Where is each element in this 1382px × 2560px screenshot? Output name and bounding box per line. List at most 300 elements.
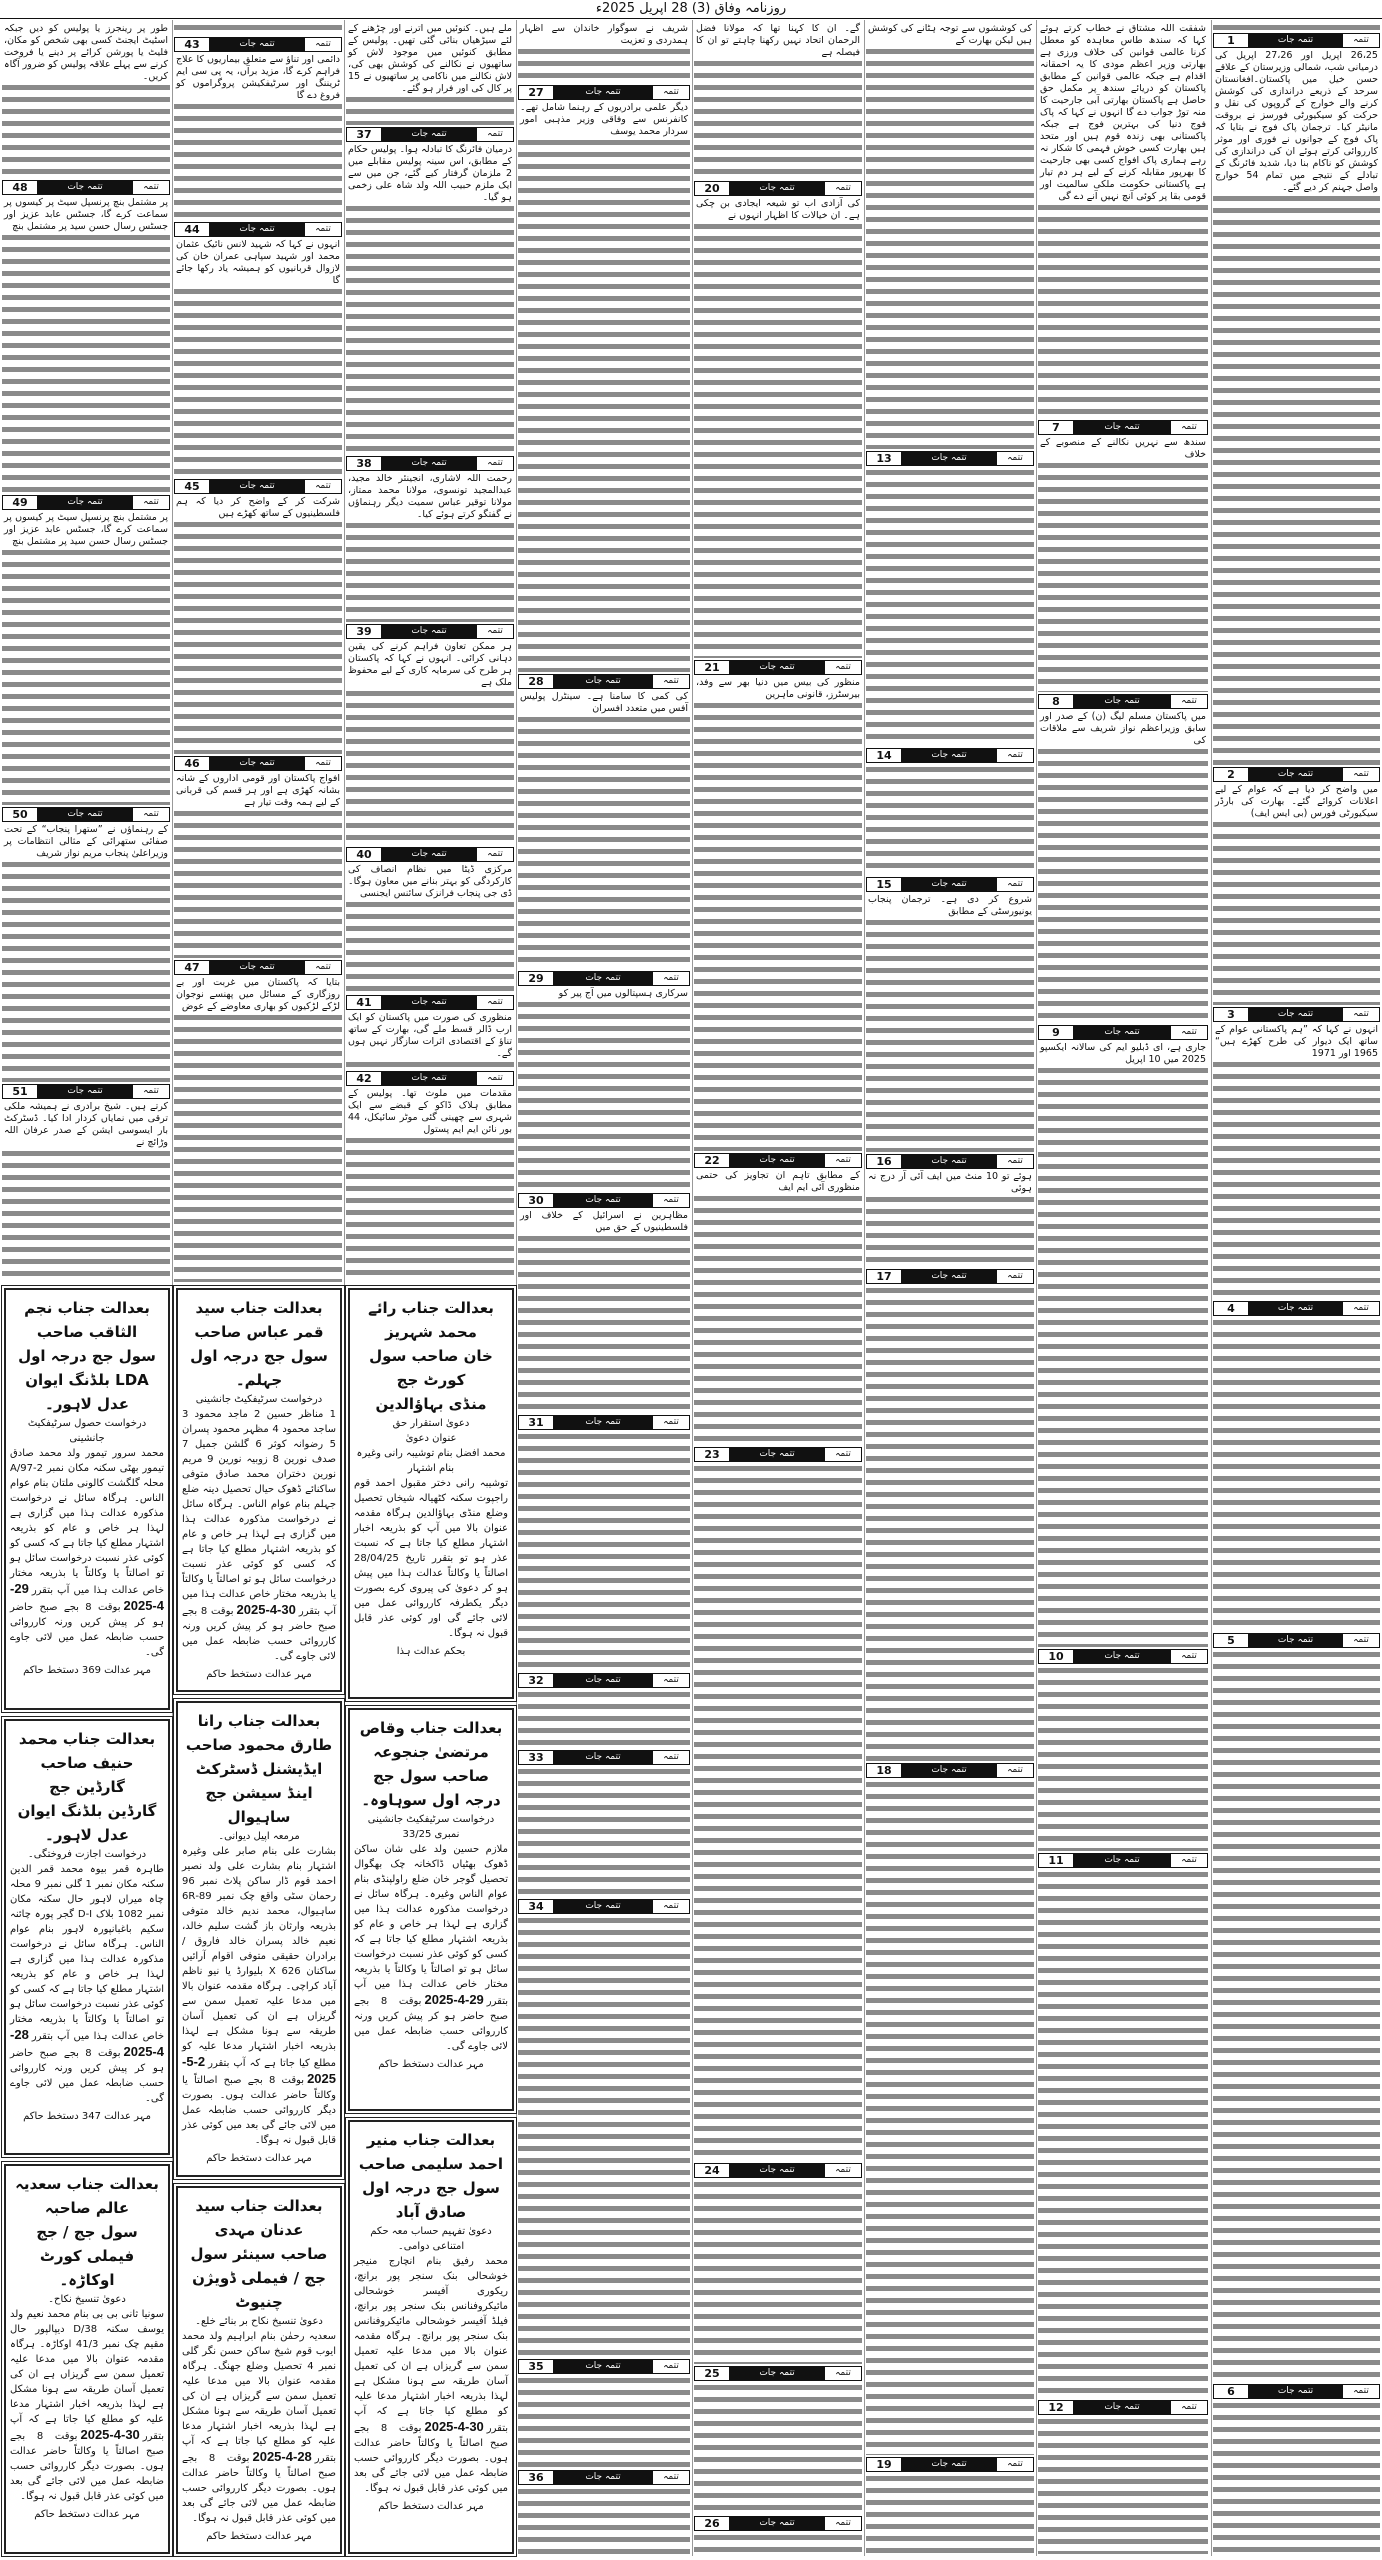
section-header [1213, 1007, 1380, 1022]
notice-text-after: بوقت 8 بجے صبح اصالتاً یا وکالتاً حاضر عدالت ہوں۔ بصورت دیگر کارروائی حسب ضابطہ عمل میں لائی جائے گی بعد میں کوئی عذر قابل قبول نہ ہوگا۔ [182, 2452, 336, 2524]
section-heading: تتمہ جات [902, 749, 996, 762]
section-number: 26 [695, 2517, 730, 2530]
section-header [518, 85, 690, 100]
section-number: 43 [175, 38, 210, 51]
section-number: 50 [3, 808, 38, 821]
notice-subtitle: دعویٰ تنسیخ نکاح۔ [48, 2294, 126, 2306]
section-number: 18 [867, 1764, 902, 1777]
column [518, 0, 690, 2556]
notice-title: صاحب سول جج درجہ اول سوہاوہ۔ [361, 1766, 501, 1809]
section-body [1038, 2416, 1208, 2554]
hearing-date: 28-4-2025 [10, 2026, 164, 2059]
section-number: 10 [1039, 1650, 1074, 1663]
column-divider [1036, 20, 1037, 2556]
section-header [1038, 1649, 1208, 1664]
notice-title: سول جج درجہ اول صادق آباد [362, 2179, 500, 2222]
section-number: 21 [695, 661, 730, 674]
section-label: تتمہ [652, 2360, 689, 2373]
notice-text: ملازم حسین ولد علی شان ساکن ڈھوک بھٹیاں ڈاکخانہ چک بھگوال تحصیل گوجر خان ضلع راولپنڈی بنام عوام الناس وغیرہ۔ ہرگاہ سائل نے درخواست مذکورہ عدالت ہذا میں گزاری ہے لہذا ہر خاص و عام کو بذریعہ اشتہار مطلع کیا جاتا ہے کہ کسی کو کوئی عذر نسبت درخواست سائل ہو تو اصالتاً یا وکالتاً یا بذریعہ مختار خاص عدالت ہذا میں آپ بتقرر [354, 1843, 509, 2007]
section-number: 1 [1214, 34, 1249, 47]
section-label: تتمہ [1170, 1026, 1207, 1039]
section-body [866, 1779, 1034, 2455]
section-header [174, 222, 342, 237]
section-body [346, 472, 514, 622]
section-body [346, 1087, 514, 1282]
article-text: ملے ہیں۔ کنوئیں میں اترنے اور چڑھنے کے لئے سیڑھیاں بنائی گئی تھیں۔ پولیس کے مطابق کنوئیں میں موجود لاش کو ساتھیوں نے نکالنے کی کوشش بھی کی، لاش نکالنے میں ناکامی پر ساتھیوں نے 15 پر کال کی اور فرار ہو گئے۔ [348, 23, 512, 94]
hearing-date: 30-4-2025 [236, 1602, 296, 1617]
section-header [1038, 1025, 1208, 1040]
notice-title: سول جج درجہ اول جہلم۔ [190, 1347, 328, 1389]
notice-signature: مہر عدالت دستخط حاکم [206, 2153, 312, 2165]
section-heading: تتمہ جات [730, 2164, 824, 2177]
section-body [518, 1431, 690, 1671]
section-header [1038, 694, 1208, 709]
notice-column [348, 1288, 514, 2554]
section-number: 28 [519, 675, 554, 688]
section-label: تتمہ [476, 457, 513, 470]
section-heading: تتمہ جات [554, 1416, 652, 1429]
section-number: 15 [867, 878, 902, 891]
section-label: تتمہ [652, 1416, 689, 1429]
section-body [866, 1170, 1034, 1267]
notice-text-after: بوقت 8 بجے صبح اصالتاً یا وکالتاً حاضر عدالت ہوں۔ بصورت دیگر کارروائی حسب ضابطہ عمل میں لائی جائے گی بعد میں کوئی عذر قابل قبول نہ ہوگا۔ [354, 2423, 508, 2495]
notice-body [354, 1476, 508, 1641]
notice-title: بعدالت جناب رائے محمد شہریز [368, 1299, 494, 1341]
section-body [1213, 49, 1380, 765]
section-body [174, 772, 342, 958]
section-label: تتمہ [304, 961, 341, 974]
section-number: 16 [867, 1155, 902, 1168]
section-label: تتمہ [1170, 1854, 1207, 1867]
section-number: 14 [867, 749, 902, 762]
notice-title: بعدالت جناب سعدیہ عالم صاحبہ [15, 2175, 159, 2218]
section-number: 27 [519, 86, 554, 99]
section-label: تتمہ [652, 972, 689, 985]
section-label: تتمہ [1170, 2401, 1207, 2414]
section-header [518, 1415, 690, 1430]
section-body [174, 976, 342, 1282]
notice-subtitle: عنوان دعویٰ [405, 1433, 457, 1444]
section-heading: تتمہ جات [1074, 695, 1170, 708]
section-number: 20 [695, 182, 730, 195]
section-number: 2 [1214, 768, 1249, 781]
section-body [866, 467, 1034, 746]
notice-subtitle: دعویٰ استقرار حق [392, 1418, 470, 1429]
court-notice [348, 1708, 514, 2112]
notice-title: بعدالت جناب منیر احمد سلیمی صاحب [358, 2131, 504, 2174]
section-number: 22 [695, 1154, 730, 1167]
section-number: 35 [519, 2360, 554, 2373]
hearing-date: 28-4-2025 [252, 2448, 312, 2464]
notice-text: طاہرہ قمر بیوہ محمد قمر الدین سکنہ مکان نمبر 1 گلی نمبر 9 محلہ چاہ میراں لاہور حال سکنہ مکان نمبر 1082 بلاک D-I گجر پورہ چائنہ سکیم باغبانپورہ لاہور بنام عوام الناس۔ ہرگاہ سائل نے درخواست مذکورہ عدالت ہذا میں گزاری ہے لہذا ہر خاص و عام کو بذریعہ اشتہار مطلع کیا جاتا ہے کہ کسی کو کوئی عذر نسبت درخواست سائل ہو تو اصالتاً یا وکالتاً یا بذریعہ مختار خاص عدالت ہذا میں آپ بتقرر [10, 1863, 165, 2042]
section-header [518, 1193, 690, 1208]
section-number: 23 [695, 1448, 730, 1461]
section-label: تتمہ [132, 181, 169, 194]
section-heading: تتمہ جات [554, 675, 652, 688]
section-number: 12 [1039, 2401, 1074, 2414]
notice-title: گارڈین بلڈنگ ایوان عدل لاہور۔ [17, 1801, 157, 1844]
section-heading: تتمہ جات [38, 808, 132, 821]
section-heading: تتمہ جات [554, 1674, 652, 1687]
notice-subtitle: مرمعہ اپیل دیوانی۔ [218, 1831, 300, 1843]
page-title: روزنامہ وفاق (3) 28 اپریل 2025ء [595, 1, 787, 16]
section-body [174, 53, 342, 220]
section-header [694, 181, 862, 196]
section-number: 30 [519, 1194, 554, 1207]
court-notice [348, 2120, 514, 2554]
notice-body [10, 1446, 164, 1660]
court-notice [4, 1719, 170, 2156]
section-label: تتمہ [824, 661, 861, 674]
section-body [518, 2375, 690, 2468]
page-header [0, 0, 1382, 19]
section-heading: تتمہ جات [1249, 1302, 1342, 1315]
section-text: درمیان فائرنگ کا تبادلہ ہوا۔ پولیس حکام کے مطابق، اس سینہ پولیس مقابلے میں 2 ملزمان گرفتار کیے گئے، جن میں سے ایک ملزم حبیب اللہ ولد شاہ علی زخمی ہو گیا۔ [348, 144, 512, 203]
section-heading: تتمہ جات [38, 496, 132, 509]
section-heading: تتمہ جات [1074, 1650, 1170, 1663]
column [174, 0, 342, 1284]
column-divider [344, 20, 345, 2556]
section-body [1038, 436, 1208, 692]
column-divider [864, 20, 865, 2556]
section-header [346, 624, 514, 639]
notice-title: سول جج / جج فیملی کورٹ اوکاڑہ۔ [36, 2223, 138, 2290]
section-label: تتمہ [304, 757, 341, 770]
section-body [1213, 2400, 1380, 2554]
section-header [174, 37, 342, 52]
section-body [1038, 1665, 1208, 1851]
section-body [346, 143, 514, 454]
section-label: تتمہ [824, 1154, 861, 1167]
section-text: ہوئے تو 10 منٹ میں ایف آئی آر درج نہ ہوئی [868, 1171, 1032, 1194]
section-header [174, 960, 342, 975]
section-label: تتمہ [476, 1072, 513, 1085]
section-number: 44 [175, 223, 210, 236]
section-heading: تتمہ جات [210, 961, 304, 974]
section-label: تتمہ [476, 625, 513, 638]
section-label: تتمہ [996, 2458, 1033, 2471]
section-label: تتمہ [996, 1155, 1033, 1168]
article-continuation [1038, 22, 1208, 418]
section-body [1038, 1869, 1208, 2398]
section-heading: تتمہ جات [210, 223, 304, 236]
article-continuation [694, 22, 862, 179]
section-header [866, 451, 1034, 466]
section-heading: تتمہ جات [1074, 1026, 1170, 1039]
notice-text-after: بوقت 8 بجے صبح حاضر ہو کر پیش کریں ورنہ کارروائی حسب ضابطہ عمل میں لائی جاوے گی۔ [10, 2047, 164, 2104]
notice-subtitle: دعویٰ تنسیخ نکاح بر بنائے خلع۔ [195, 2315, 323, 2327]
notice-title: بعدالت جناب سید قمر عباس صاحب [194, 1299, 324, 1341]
section-header [346, 1071, 514, 1086]
section-text: 26،25 اپریل اور 27،26 اپریل کی درمیانی شب، شمالی وزیرستان کے علاقے حسن خیل میں پاکستان۔افغانستان سرحد کے ذریعے دراندازی کی کوشش کرنے والے خوارج کے گروپوں کی نقل و حرکت کو سیکیورٹی فورسز نے بروقت مانیٹر کیا۔ ترجمان پاک فوج نے بتایا کہ پاک فوج کے جوانوں نے فوری اور موثر کارروائی کرتے ہوئے ان کی دراندازی کی کوشش کو ناکام بنا دیا، شدید فائرنگ کے تبادلے کے نتیجے میں تمام 54 خوارج واصل جہنم کر دیے گئے۔ [1215, 50, 1378, 193]
section-body [1213, 783, 1380, 1005]
section-number: 51 [3, 1085, 38, 1098]
section-number: 29 [519, 972, 554, 985]
court-notice [176, 1701, 342, 2176]
notice-subtitle: درخواست سرٹیفکیٹ جانشینی نمبری 33/25 [367, 1813, 495, 1840]
section-label: تتمہ [652, 1674, 689, 1687]
section-header [1213, 1301, 1380, 1316]
section-heading: تتمہ جات [902, 452, 996, 465]
section-heading: تتمہ جات [902, 1764, 996, 1777]
section-body [1213, 1317, 1380, 1631]
section-body [866, 2473, 1034, 2554]
column [1213, 0, 1380, 2556]
section-body [2, 196, 170, 493]
notice-text: سعدیہ رحمٰن بنام ابراہیم ولد محمد ایوب قوم شیخ ساکن حسن نگر گلی نمبر 4 تحصیل وضلع جھنگ۔ ہرگاہ مقدمہ عنوان بالا میں مدعا علیہ تعمیل سمن سے گریزاں ہے ان کی تعمیل آسان طریقہ سے ہونا مشکل ہے لہذا بذریعہ اخبار اشتہار مدعا علیہ کو مطلع کیا جاتا ہے کہ آپ بتقرر [182, 2330, 337, 2464]
section-label: تتمہ [996, 1270, 1033, 1283]
section-header [174, 756, 342, 771]
notice-title: بعدالت جناب رانا طارق محمود صاحب [185, 1712, 333, 1755]
section-text: سرکاری ہسپتالوں میں آج پیر کو [518, 987, 690, 1001]
section-heading: تتمہ جات [554, 1751, 652, 1764]
section-body [1038, 710, 1208, 1023]
section-heading: تتمہ جات [730, 1154, 824, 1167]
section-header [518, 1899, 690, 1914]
section-number: 8 [1039, 695, 1074, 708]
section-label: تتمہ [1342, 1008, 1379, 1021]
notice-text: محمد سرور تیمور ولد محمد صادق تیمور بھٹی سکنہ مکان نمبر 2-97/A محلہ گلگشت کالونی ملتان بنام عوام الناس۔ ہرگاہ سائل نے درخواست مذکورہ عدالت ہذا میں گزاری ہے لہذا ہر خاص و عام کو بذریعہ اشتہار مطلع کیا جاتا ہے کہ کسی کو کوئی عذر نسبت درخواست سائل ہو تو اصالتاً یا وکالتاً یا بذریعہ مختار خاص عدالت ہذا میں آپ بتقرر [10, 1448, 164, 1596]
section-body [346, 863, 514, 993]
section-body [346, 1011, 514, 1069]
section-number: 42 [347, 1072, 382, 1085]
section-body [694, 1463, 862, 2161]
section-label: تتمہ [304, 480, 341, 493]
notice-text: محمد رفیق بنام انچارج منیجر خوشحالی بنک سنجر پور برانچ، ریکوری آفیسر خوشحالی مائیکروفنانس بنک سنجر پور برانچ، فیلڈ آفیسر خوشحالی مائیکروفنانس بنک سنجر پور برانچ۔ ہرگاہ مقدمہ عنوان بالا میں مدعا علیہ تعمیل سمن سے گریزاں ہے ان کی تعمیل آسان طریقہ سے ہونا مشکل ہے لہذا بذریعہ اخبار اشتہار مدعا علیہ کو مطلع کیا جاتا ہے کہ آپ بتقرر [354, 2256, 509, 2435]
section-header [694, 1447, 862, 1462]
section-heading: تتمہ جات [902, 1155, 996, 1168]
section-number: 46 [175, 757, 210, 770]
section-heading: تتمہ جات [1249, 768, 1342, 781]
section-heading: تتمہ جات [730, 2517, 824, 2530]
section-header [518, 674, 690, 689]
section-number: 37 [347, 128, 382, 141]
section-label: تتمہ [652, 675, 689, 688]
section-number: 9 [1039, 1026, 1074, 1039]
column-divider [1211, 20, 1212, 2556]
court-notice [176, 1288, 342, 1692]
section-number: 32 [519, 1674, 554, 1687]
section-number: 48 [3, 181, 38, 194]
notice-text-after: بوقت 8 بجے صبح حاضر ہو کر پیش کریں ورنہ کارروائی حسب ضابطہ عمل میں لائی جاوے گی۔ [354, 1995, 508, 2052]
section-header [346, 456, 514, 471]
section-heading: تتمہ جات [382, 457, 476, 470]
section-number: 7 [1039, 421, 1074, 434]
section-number: 13 [867, 452, 902, 465]
article-continuation [866, 22, 1034, 449]
section-label: تتمہ [132, 808, 169, 821]
section-number: 24 [695, 2164, 730, 2177]
section-header [2, 180, 170, 195]
section-heading: تتمہ جات [902, 878, 996, 891]
section-body [694, 2382, 862, 2514]
section-heading: تتمہ جات [38, 181, 132, 194]
section-header [518, 1673, 690, 1688]
notice-column [4, 1288, 170, 2554]
hearing-date: 29-4-2025 [424, 1991, 484, 2007]
column-divider [172, 20, 173, 2556]
section-text: پر مشتمل بنچ پرنسپل سیٹ پر کیسوں پر سماعت کرے گا، جسٹس عابد عزیز اور جسٹس رسال حسن سید پر مشتمل بنچ [4, 197, 168, 232]
hearing-date: 2-5-2025 [182, 2054, 336, 2087]
section-text: ہر ممکن تعاون فراہم کرنے کی یقین دہانی کرائی۔ انہوں نے کہا کہ پاکستان ہر طرح کی سرمایہ کاری کے لیے محفوظ ملک ہے [348, 641, 512, 688]
article-text: گے۔ ان کا کہنا تھا کہ مولانا فضل الرحمان اتحاد نہیں رکھنا چاہتے تو ان کا فیصلہ ہے [696, 23, 860, 58]
notice-body [182, 2329, 336, 2526]
section-number: 17 [867, 1270, 902, 1283]
section-header [346, 995, 514, 1010]
column [346, 0, 514, 1284]
section-heading: تتمہ جات [902, 1270, 996, 1283]
section-text: کی کمی کا سامنا ہے۔ سینٹرل پولیس آفس میں متعدد افسران [520, 691, 688, 714]
notice-subtitle: درخواست حصول سرٹیفکیٹ جانشینی [27, 1418, 147, 1444]
section-number: 49 [3, 496, 38, 509]
section-number: 36 [519, 2471, 554, 2484]
section-text: دائمی اور تناؤ سے متعلق بیماریوں کا علاج فراہم کرے گا، مزید برآں، یہ پی سی ایم ٹریننگ اور سرٹیفکیشن پروگراموں کو فروغ دے گا [176, 54, 340, 101]
section-label: تتمہ [476, 996, 513, 1009]
section-label: تتمہ [1342, 1634, 1379, 1647]
section-heading: تتمہ جات [1249, 1008, 1342, 1021]
section-heading: تتمہ جات [554, 1194, 652, 1207]
section-number: 6 [1214, 2385, 1249, 2398]
section-header [694, 2516, 862, 2531]
column [694, 0, 862, 2556]
section-heading: تتمہ جات [382, 1072, 476, 1085]
notice-body [354, 1842, 508, 2054]
section-heading: تتمہ جات [382, 128, 476, 141]
section-heading: تتمہ جات [382, 625, 476, 638]
article-text: شفقت اللہ مشتاق نے خطاب کرتے ہوئے کہا کہ سندھ طاس معاہدہ کو معطل کرنا عالمی قوانین کی خلاف ورزی ہے بھارتی وزیر اعظم مودی کا یہ احمقانہ اقدام ہے جبکہ عالمی قوانین کے مطابق پاکستان کو دریائے سندھ پر مکمل حق حاصل ہے پاکستان بھارتی آبی جارحیت کا منہ توڑ جواب دے گا انہوں نے کہا کہ پاک فوج دنیا کی بہترین فوج ہے جبکہ پاکستانی بھی زندہ قوم ہیں اور متحد ہیں بھارت کسی خوش فہمی کا شکار نہ رہے ہماری پاک افواج کسی بھی جارحیت کا بھرپور مقابلہ کرنے کے لیے ہر دم تیار ہے پاکستانی حکومت ملکی سالمیت اور قومی بقا پر کوئی آنچ نہیں آنے دے گی [1040, 23, 1206, 202]
notice-text-after: بوقت 8 بجے صبح حاضر ہو کر پیش کریں ورنہ کارروائی حسب ضابطہ عمل میں لائی جاوے گی۔ [182, 1606, 336, 1662]
section-heading: تتمہ جات [730, 2367, 824, 2380]
section-header [1213, 33, 1380, 48]
section-label: تتمہ [824, 1448, 861, 1461]
section-header [518, 2470, 690, 2485]
section-label: تتمہ [996, 878, 1033, 891]
article-text: شریف نے سوگوار خاندان سے اظہار ہمدردی و تعزیت [520, 23, 688, 46]
section-text: کی آزادی اب تو شیعہ ایجادی بن چکی ہے۔ ان خیالات کا اظہار انہوں نے [696, 198, 860, 221]
section-body [518, 1209, 690, 1413]
section-heading: تتمہ جات [554, 86, 652, 99]
notice-title: LDA بلڈنگ ایوان عدل لاہور۔ [25, 1371, 149, 1413]
section-label: تتمہ [1342, 2385, 1379, 2398]
section-label: تتمہ [132, 1085, 169, 1098]
section-label: تتمہ [476, 848, 513, 861]
notice-signature: مہر عدالت 369 دستخط حاکم [23, 1665, 151, 1676]
section-text: جاری ہے، ای ڈبلیو ایم کی سالانہ ایکسپو 2025 میں 10 اپریل [1040, 1042, 1206, 1065]
section-body [518, 101, 690, 672]
section-body [694, 197, 862, 658]
section-header [1038, 420, 1208, 435]
section-label: تتمہ [652, 1194, 689, 1207]
section-body [174, 238, 342, 477]
column [2, 0, 170, 1284]
section-label: تتمہ [476, 128, 513, 141]
article-continuation [2, 22, 170, 178]
notice-text: سونیا ثانی بی بی بنام محمد نعیم ولد یوسف سکنہ 38/D دیپالپور حال مقیم چک نمبر 41/3 اوکاڑہ۔ ہرگاہ مقدمہ عنوان بالا میں مدعا علیہ تعمیل سمن سے گریزاں ہے ان کی تعمیل آسان طریقہ سے ہونا مشکل ہے لہذا بذریعہ اخبار اشتہار مدعا علیہ کو مطلع کیا جاتا ہے کہ آپ بتقرر [10, 2309, 165, 2443]
section-label: تتمہ [1342, 1302, 1379, 1315]
section-header [1038, 2400, 1208, 2415]
notice-subtitle: درخواست اجازت فروختگی۔ [27, 1848, 147, 1860]
notice-body [182, 1407, 336, 1664]
section-label: تتمہ [824, 2367, 861, 2380]
section-label: تتمہ [996, 749, 1033, 762]
section-header [1213, 2384, 1380, 2399]
notice-title: بعدالت جناب محمد حنیف صاحب [18, 1729, 156, 1772]
section-body [174, 495, 342, 754]
section-number: 4 [1214, 1302, 1249, 1315]
section-label: تتمہ [1170, 695, 1207, 708]
section-text: مظاہرین نے اسرائیل کے خلاف اور فلسطینیوں کے حق میں [520, 1210, 688, 1233]
section-body [694, 2532, 862, 2554]
section-heading: تتمہ جات [38, 1085, 132, 1098]
article-continuation [518, 22, 690, 83]
section-header [694, 2163, 862, 2178]
section-header [2, 807, 170, 822]
section-number: 3 [1214, 1008, 1249, 1021]
section-header [518, 1750, 690, 1765]
section-heading: تتمہ جات [1074, 2401, 1170, 2414]
section-number: 34 [519, 1900, 554, 1913]
notice-column [176, 1288, 342, 2554]
section-text: منظور کی بیس میں دنیا بھر سے وفد، بیرسٹرز، قانونی ماہرین [696, 677, 860, 700]
section-heading: تتمہ جات [730, 661, 824, 674]
notice-signature: مہر عدالت 347 دستخط حاکم [23, 2110, 151, 2122]
section-text: افواج پاکستان اور قومی اداروں کے شانہ بشانہ کھڑی ہے اور ہر قسم کی قربانی کے لیے ہمہ وقت تیار ہے [176, 773, 340, 808]
section-heading: تتمہ جات [1249, 2385, 1342, 2398]
section-label: تتمہ [652, 86, 689, 99]
section-number: 25 [695, 2367, 730, 2380]
section-body [518, 1766, 690, 1897]
section-header [866, 2457, 1034, 2472]
section-label: تتمہ [652, 1751, 689, 1764]
notice-body [10, 2307, 164, 2504]
section-text: کرتے ہیں۔ شیخ برادری نے ہمیشہ ملکی ترقی میں نمایاں کردار ادا کیا۔ ڈسٹرکٹ بار ایسوسی ایشن کے صدر عرفان اللہ وڑائچ نے [4, 1101, 168, 1148]
section-header [518, 971, 690, 986]
section-body [694, 1169, 862, 1445]
section-label: تتمہ [824, 2517, 861, 2530]
section-heading: تتمہ جات [554, 2471, 652, 2484]
notice-text-after: بوقت 8 بجے صبح اصالتاً یا وکالتاً حاضر عدالت ہوں۔ بصورت دیگر کارروائی حسب ضابطہ عمل میں لائی جائے گی بعد میں کوئی عذر قابل قبول نہ ہوگا۔ [182, 2075, 336, 2147]
section-number: 5 [1214, 1634, 1249, 1647]
section-text: میں واضح کر دیا ہے کہ عوام کے لیے اعلانات کروائے گئے۔ بھارت کی بارڈر سیکیورٹی فورس (بی ایس ایف) [1215, 784, 1378, 819]
section-body [694, 2179, 862, 2364]
section-body [518, 1689, 690, 1748]
section-label: تتمہ [1170, 1650, 1207, 1663]
section-text: شرکت کر کے واضح کر دیا کہ ہم فلسطینیوں کے ساتھ کھڑے ہیں [176, 496, 340, 519]
section-heading: تتمہ جات [382, 848, 476, 861]
section-header [866, 877, 1034, 892]
notice-subtitle: درخواست سرٹیفکیٹ جانشینی [195, 1394, 323, 1405]
section-header [346, 847, 514, 862]
article-continuation [346, 22, 514, 125]
court-notice [176, 2186, 342, 2554]
section-number: 38 [347, 457, 382, 470]
section-heading: تتمہ جات [1074, 1854, 1170, 1867]
section-header [694, 2366, 862, 2381]
notice-text: بشارت علی بنام صابر علی وغیرہ اشتہار بنام بشارت علی ولد نصیر احمد قوم ڈار ساکن پلاٹ نمبر 96 رحمان سٹی واقع چک نمبر 89-6R ساہیوال، محمد ندیم خالد متوفی بذریعہ وارثان باز گشت سلیم خالد، نعیم خالد پسران خالد فاروق / برادران حقیقی متوفی اقوام آرائیں ساکنان X 626 بلیوارڈ یا نیو ناظم آباد کراچی۔ ہرگاہ مقدمہ عنوان بالا میں مدعا علیہ تعمیل سمن سے گریزاں ہے ان کی تعمیل آسان طریقہ سے ہونا مشکل ہے لہذا بذریعہ اخبار اشتہار مدعا علیہ کو مطلع کیا جاتا ہے کہ آپ بتقرر [182, 1846, 336, 2070]
section-text: بتایا کہ پاکستان میں غربت اور بے روزگاری کے مسائل میں پھنسے نوجوان لڑکے لڑکیوں کو بھاری معاوضے کے عوض [176, 977, 340, 1012]
section-text: مرکزی ڈیٹا میں نظام انصاف کی کارکردگی کو بہتر بنانے میں معاون ہوگا۔ ڈی جی پنجاب فرانزک سائنس ایجنسی [348, 864, 512, 899]
section-header [866, 748, 1034, 763]
section-header [174, 479, 342, 494]
hearing-date: 30-4-2025 [80, 2427, 140, 2443]
notice-text: 1 مناظر حسین 2 ماجد محمود 3 ساجد محمود 4 مظہر محمود پسران 5 رضوانہ کوثر 6 گلشن جمیل 7 صدف نورین 8 زوبیہ نورین 9 مریم نورین دختران محمد صادق متوفی ساکنائے ڈھوک حیال تحصیل دینہ ضلع جہلم بنام عوام الناس۔ ہرگاہ سائل نے درخواست مذکورہ عدالت ہذا میں گزاری ہے لہذا ہر خاص و عام کو بذریعہ اشتہار مطلع کیا جاتا ہے کہ کسی کو کوئی عذر نسبت درخواست سائل ہو تو اصالتاً یا وکالتاً یا بذریعہ مختار خاص عدالت ہذا میں آپ بتقرر [182, 1409, 337, 1617]
section-body [1213, 1023, 1380, 1299]
court-notice [4, 1288, 170, 1710]
section-number: 41 [347, 996, 382, 1009]
section-label: تتمہ [132, 496, 169, 509]
section-text: شروع کر دی ہے۔ ترجمان پنجاب یونیورسٹی کے مطابق [868, 894, 1032, 917]
notice-title: بعدالت جناب وقاص مرتضیٰ جنجوعہ [359, 1718, 503, 1761]
